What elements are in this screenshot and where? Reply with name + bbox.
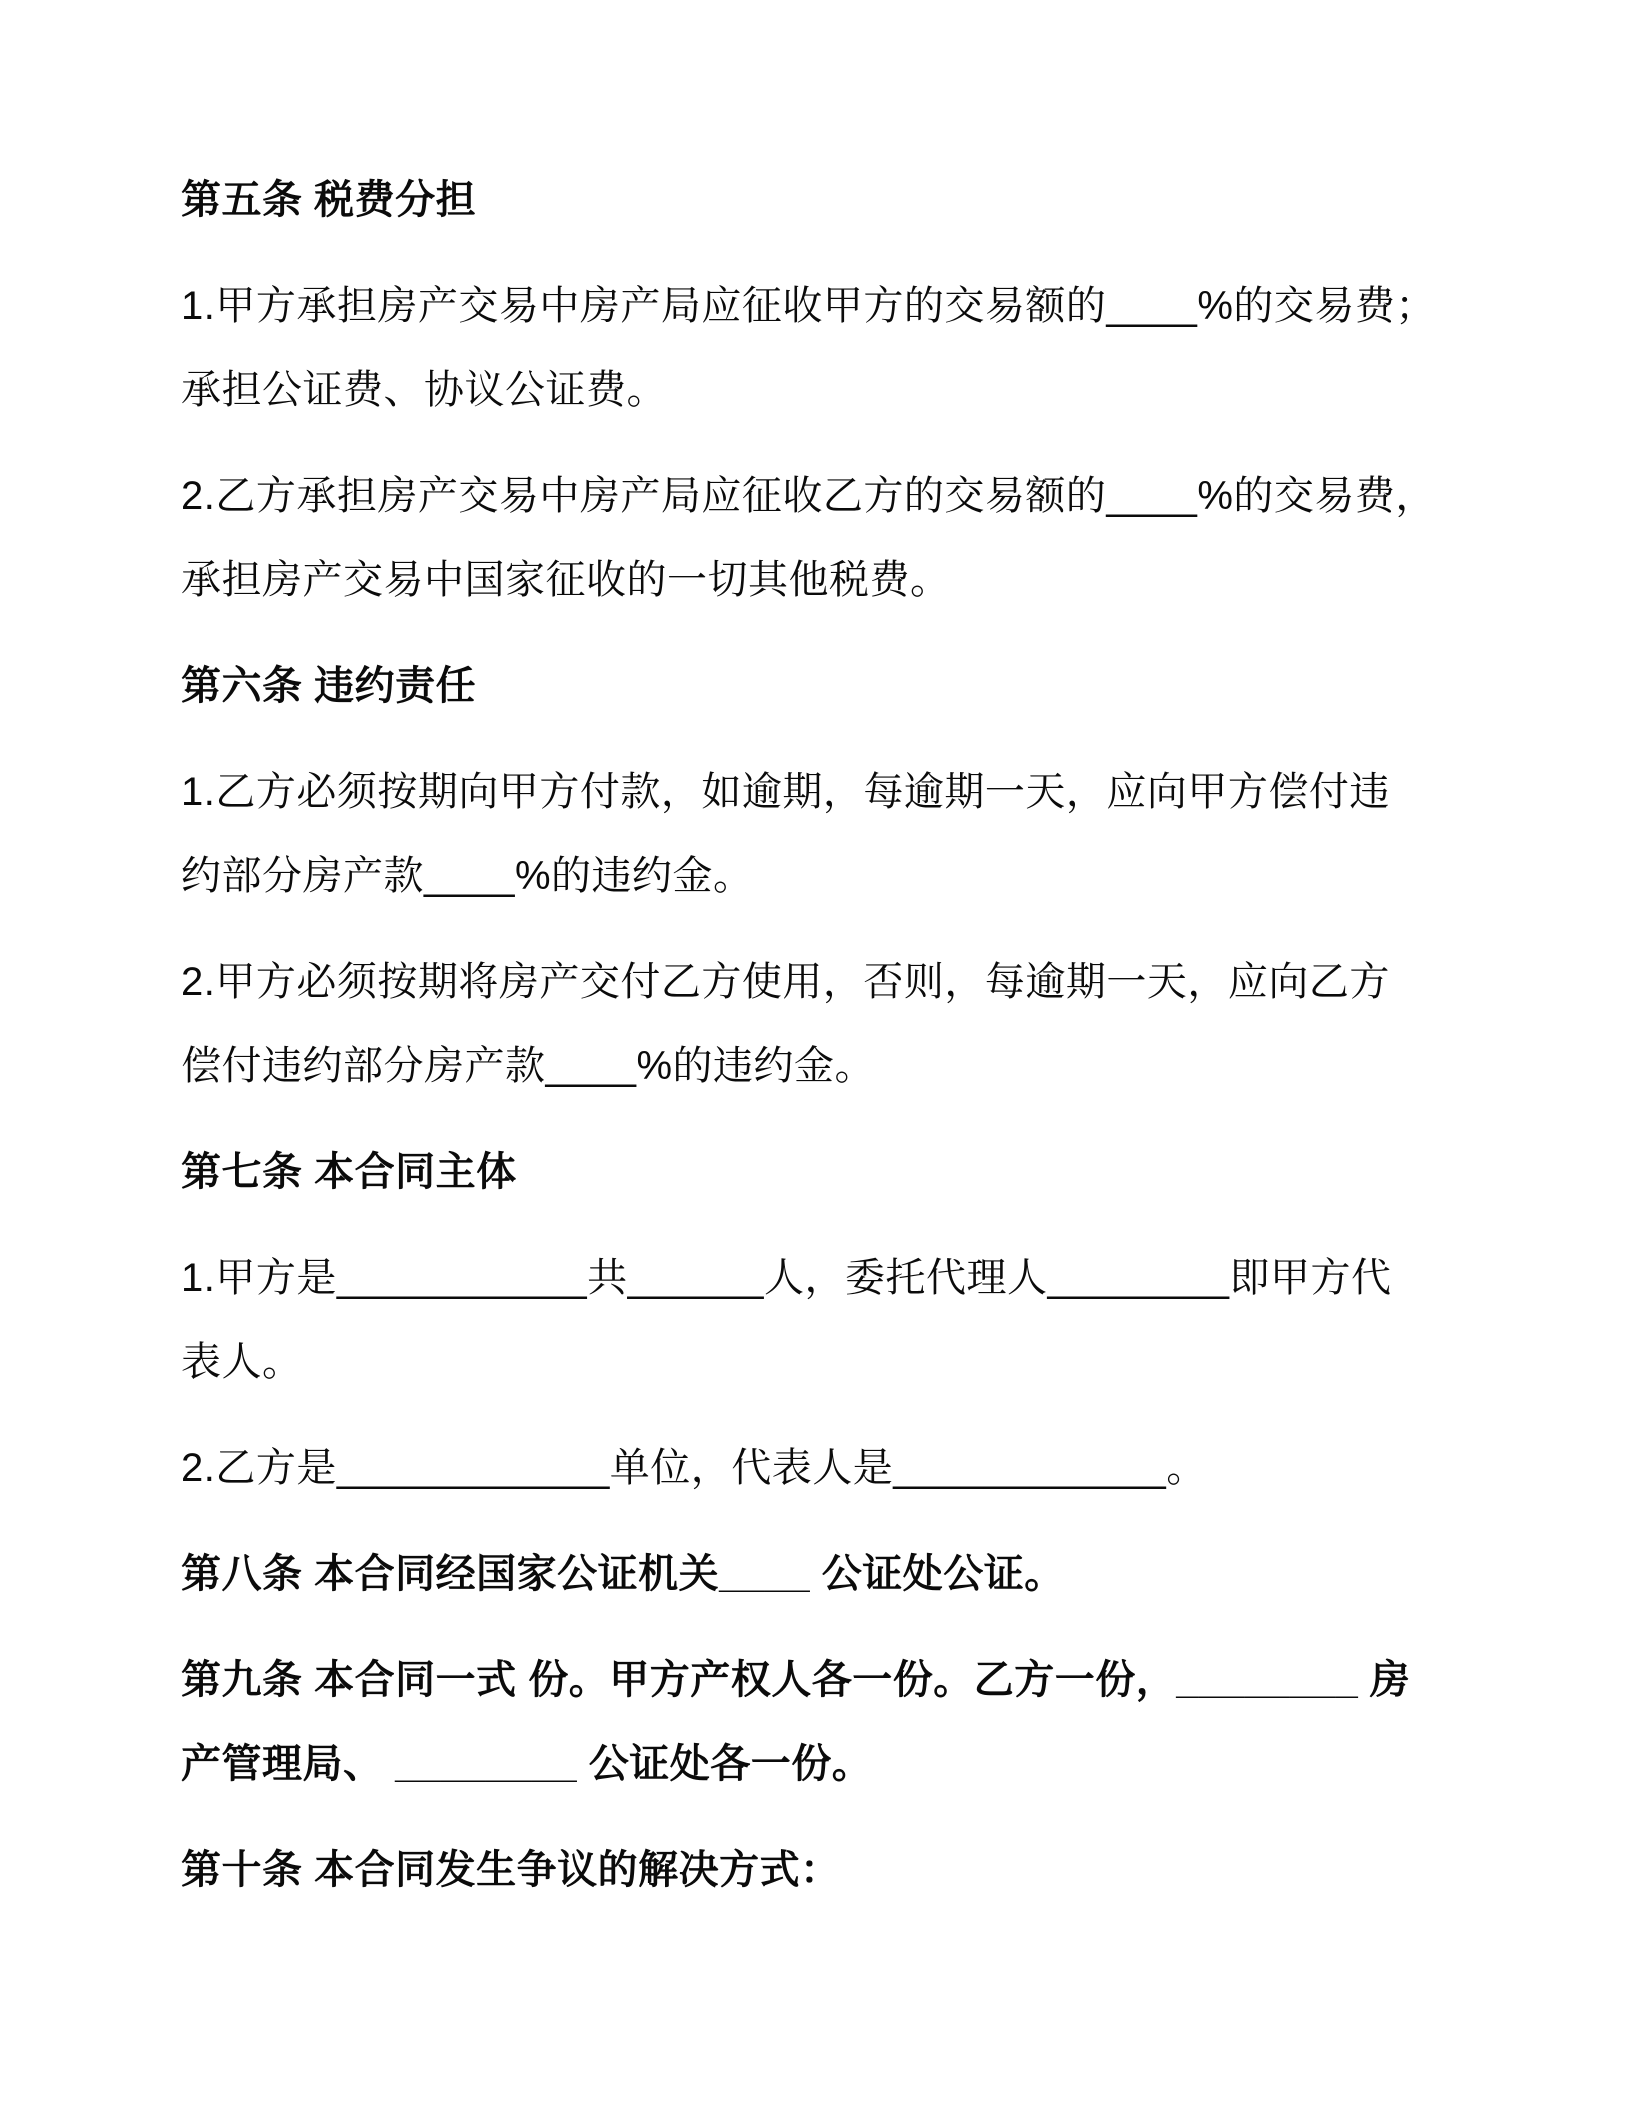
paragraph-line: 2.乙方是____________单位，代表人是____________。: [181, 1446, 1207, 1490]
article-7-clause-1: [181, 1236, 1482, 1404]
paragraph-line: 表人。: [181, 1340, 303, 1384]
heading-line: 第九条 本合同一式 份。甲方产权人各一份。乙方一份，________ 房: [181, 1658, 1411, 1702]
article-7-heading: [181, 1130, 1482, 1214]
heading-line: 第七条 本合同主体: [181, 1150, 517, 1194]
article-10-heading: [181, 1828, 1482, 1912]
heading-line: 产管理局、 ________ 公证处各一份。: [181, 1742, 873, 1786]
paragraph-line: 承担房产交易中国家征收的一切其他税费。: [181, 558, 951, 602]
heading-line: 第十条 本合同发生争议的解决方式：: [181, 1848, 841, 1892]
article-6-clause-1: [181, 750, 1482, 918]
heading-line: 第五条 税费分担: [181, 178, 477, 222]
paragraph-line: 1.乙方必须按期向甲方付款，如逾期，每逾期一天，应向甲方偿付违: [181, 770, 1390, 814]
paragraph-line: 2.甲方必须按期将房产交付乙方使用，否则，每逾期一天，应向乙方: [181, 960, 1390, 1004]
paragraph-line: 承担公证费、协议公证费。: [181, 368, 667, 412]
article-5-clause-1: [181, 264, 1482, 432]
heading-line: 第六条 违约责任: [181, 664, 477, 708]
article-8-clause: [181, 1532, 1482, 1616]
article-9-clause: [181, 1638, 1482, 1806]
paragraph-line: 约部分房产款____%的违约金。: [181, 854, 754, 898]
paragraph-line: 偿付违约部分房产款____%的违约金。: [181, 1044, 876, 1088]
paragraph-line: 2.乙方承担房产交易中房产局应征收乙方的交易额的____%的交易费，: [181, 474, 1436, 518]
article-6-heading: [181, 644, 1482, 728]
heading-line: 第八条 本合同经国家公证机关____ 公证处公证。: [181, 1552, 1065, 1596]
paragraph-line: 1.甲方是___________共______人，委托代理人________即甲方代: [181, 1256, 1392, 1300]
article-6-clause-2: [181, 940, 1482, 1108]
article-7-clause-2: [181, 1426, 1482, 1510]
paragraph-line: 1.甲方承担房产交易中房产局应征收甲方的交易额的____%的交易费；: [181, 284, 1436, 328]
article-5-clause-2: [181, 454, 1482, 622]
article-5-heading: [181, 158, 1482, 242]
